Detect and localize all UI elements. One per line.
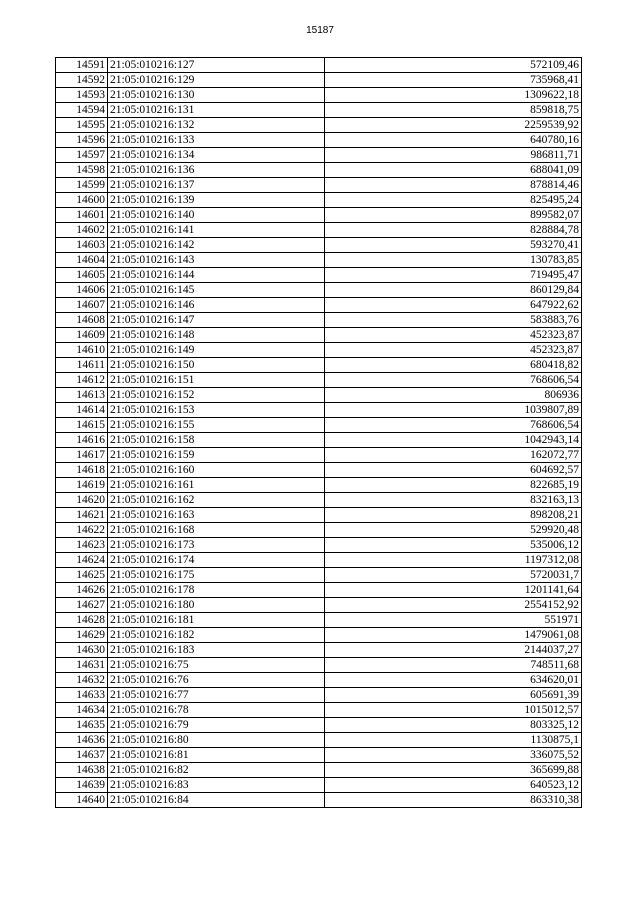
row-number-cell: 14605 [56,268,108,283]
row-number-cell: 14627 [56,598,108,613]
cadastral-number-cell: 21:05:010216:84 [108,793,325,808]
row-number-cell: 14623 [56,538,108,553]
row-number-cell: 14621 [56,508,108,523]
cadastral-value-cell: 768606,54 [325,418,582,433]
row-number-cell: 14631 [56,658,108,673]
row-number-cell: 14606 [56,283,108,298]
cadastral-number-cell: 21:05:010216:183 [108,643,325,658]
table-row [56,313,582,328]
table-row [56,478,582,493]
row-number-cell: 14636 [56,733,108,748]
cadastral-value-cell: 336075,52 [325,748,582,763]
table-row [56,73,582,88]
row-number-cell: 14625 [56,568,108,583]
cadastral-value-cell: 768606,54 [325,373,582,388]
row-number-cell: 14591 [56,58,108,73]
cadastral-number-cell: 21:05:010216:152 [108,388,325,403]
cadastral-value-cell: 1042943,14 [325,433,582,448]
cadastral-number-cell: 21:05:010216:158 [108,433,325,448]
row-number-cell: 14604 [56,253,108,268]
cadastral-number-cell: 21:05:010216:149 [108,343,325,358]
cadastral-value-cell: 719495,47 [325,268,582,283]
table-row [56,658,582,673]
cadastral-number-cell: 21:05:010216:82 [108,763,325,778]
cadastral-number-cell: 21:05:010216:148 [108,328,325,343]
row-number-cell: 14601 [56,208,108,223]
table-row [56,643,582,658]
cadastral-value-cell: 2259539,92 [325,118,582,133]
row-number-cell: 14593 [56,88,108,103]
cadastral-value-cell: 604692,57 [325,463,582,478]
table-row [56,328,582,343]
cadastral-value-cell: 572109,46 [325,58,582,73]
cadastral-value-cell: 1197312,08 [325,553,582,568]
table-row [56,733,582,748]
table-row [56,223,582,238]
cadastral-number-cell: 21:05:010216:137 [108,178,325,193]
table-row [56,493,582,508]
table-row [56,148,582,163]
table-row [56,418,582,433]
table-row [56,628,582,643]
table-row [56,238,582,253]
cadastral-value-cell: 365699,88 [325,763,582,778]
cadastral-value-cell: 898208,21 [325,508,582,523]
table-row [56,193,582,208]
row-number-cell: 14612 [56,373,108,388]
table-row [56,343,582,358]
cadastral-value-cell: 2554152,92 [325,598,582,613]
table-row [56,613,582,628]
cadastral-value-cell: 162072,77 [325,448,582,463]
table-body [56,58,582,808]
cadastral-number-cell: 21:05:010216:161 [108,478,325,493]
cadastral-number-cell: 21:05:010216:147 [108,313,325,328]
row-number-cell: 14614 [56,403,108,418]
row-number-cell: 14598 [56,163,108,178]
row-number-cell: 14634 [56,703,108,718]
table-row [56,718,582,733]
row-number-cell: 14632 [56,673,108,688]
table-row [56,448,582,463]
cadastral-number-cell: 21:05:010216:81 [108,748,325,763]
cadastral-value-cell: 535006,12 [325,538,582,553]
cadastral-number-cell: 21:05:010216:151 [108,373,325,388]
cadastral-number-cell: 21:05:010216:75 [108,658,325,673]
cadastral-number-cell: 21:05:010216:160 [108,463,325,478]
row-number-cell: 14613 [56,388,108,403]
row-number-cell: 14603 [56,238,108,253]
cadastral-value-cell: 1201141,64 [325,583,582,598]
cadastral-number-cell: 21:05:010216:162 [108,493,325,508]
row-number-cell: 14637 [56,748,108,763]
cadastral-value-cell: 640780,16 [325,133,582,148]
cadastral-number-cell: 21:05:010216:83 [108,778,325,793]
table-row [56,433,582,448]
cadastral-value-cell: 832163,13 [325,493,582,508]
row-number-cell: 14640 [56,793,108,808]
cadastral-number-cell: 21:05:010216:129 [108,73,325,88]
cadastral-number-cell: 21:05:010216:163 [108,508,325,523]
cadastral-number-cell: 21:05:010216:139 [108,193,325,208]
cadastral-number-cell: 21:05:010216:150 [108,358,325,373]
row-number-cell: 14633 [56,688,108,703]
cadastral-value-cell: 1130875,1 [325,733,582,748]
cadastral-value-cell: 825495,24 [325,193,582,208]
row-number-cell: 14611 [56,358,108,373]
cadastral-value-cell: 828884,78 [325,223,582,238]
cadastral-value-cell: 605691,39 [325,688,582,703]
cadastral-value-cell: 863310,38 [325,793,582,808]
table-row [56,163,582,178]
cadastral-number-cell: 21:05:010216:140 [108,208,325,223]
table-row [56,748,582,763]
cadastral-number-cell: 21:05:010216:80 [108,733,325,748]
table-row [56,133,582,148]
table-row [56,58,582,73]
cadastral-value-cell: 130783,85 [325,253,582,268]
cadastral-number-cell: 21:05:010216:180 [108,598,325,613]
table-row [56,403,582,418]
cadastral-value-cell: 899582,07 [325,208,582,223]
cadastral-number-cell: 21:05:010216:127 [108,58,325,73]
table-row [56,208,582,223]
table-row [56,568,582,583]
cadastral-number-cell: 21:05:010216:182 [108,628,325,643]
cadastral-number-cell: 21:05:010216:131 [108,103,325,118]
row-number-cell: 14609 [56,328,108,343]
cadastral-value-cell: 878814,46 [325,178,582,193]
cadastral-value-cell: 452323,87 [325,343,582,358]
table-row [56,763,582,778]
table-row [56,178,582,193]
row-number-cell: 14622 [56,523,108,538]
row-number-cell: 14596 [56,133,108,148]
table-row [56,358,582,373]
cadastral-number-cell: 21:05:010216:159 [108,448,325,463]
row-number-cell: 14610 [56,343,108,358]
cadastral-number-cell: 21:05:010216:78 [108,703,325,718]
row-number-cell: 14615 [56,418,108,433]
cadastral-value-cell: 735968,41 [325,73,582,88]
cadastral-number-cell: 21:05:010216:178 [108,583,325,598]
table-row [56,583,582,598]
row-number-cell: 14617 [56,448,108,463]
cadastral-value-cell: 640523,12 [325,778,582,793]
table-row [56,538,582,553]
cadastral-number-cell: 21:05:010216:76 [108,673,325,688]
cadastral-number-cell: 21:05:010216:132 [108,118,325,133]
row-number-cell: 14616 [56,433,108,448]
cadastral-value-cell: 860129,84 [325,283,582,298]
row-number-cell: 14595 [56,118,108,133]
cadastral-value-cell: 986811,71 [325,148,582,163]
table-row [56,778,582,793]
cadastral-value-cell: 647922,62 [325,298,582,313]
row-number-cell: 14608 [56,313,108,328]
cadastral-value-cell: 583883,76 [325,313,582,328]
cadastral-value-cell: 806936 [325,388,582,403]
cadastral-number-cell: 21:05:010216:175 [108,568,325,583]
cadastral-value-cell: 822685,19 [325,478,582,493]
cadastral-number-cell: 21:05:010216:145 [108,283,325,298]
table-row [56,373,582,388]
table-row [56,298,582,313]
cadastral-value-cell: 859818,75 [325,103,582,118]
table-row [56,103,582,118]
cadastral-value-cell: 593270,41 [325,238,582,253]
row-number-cell: 14619 [56,478,108,493]
cadastral-value-table [55,57,582,808]
table-row [56,268,582,283]
cadastral-number-cell: 21:05:010216:173 [108,538,325,553]
table-row [56,253,582,268]
table-row [56,463,582,478]
cadastral-number-cell: 21:05:010216:130 [108,88,325,103]
row-number-cell: 14600 [56,193,108,208]
cadastral-value-cell: 680418,82 [325,358,582,373]
table-row [56,523,582,538]
row-number-cell: 14620 [56,493,108,508]
row-number-cell: 14639 [56,778,108,793]
cadastral-value-cell: 748511,68 [325,658,582,673]
cadastral-number-cell: 21:05:010216:153 [108,403,325,418]
row-number-cell: 14597 [56,148,108,163]
table-row [56,688,582,703]
row-number-cell: 14618 [56,463,108,478]
table-row [56,508,582,523]
row-number-cell: 14594 [56,103,108,118]
cadastral-value-cell: 803325,12 [325,718,582,733]
row-number-cell: 14638 [56,763,108,778]
cadastral-number-cell: 21:05:010216:155 [108,418,325,433]
row-number-cell: 14624 [56,553,108,568]
cadastral-number-cell: 21:05:010216:144 [108,268,325,283]
row-number-cell: 14626 [56,583,108,598]
row-number-cell: 14628 [56,613,108,628]
table-row [56,673,582,688]
cadastral-number-cell: 21:05:010216:143 [108,253,325,268]
cadastral-value-cell: 634620,01 [325,673,582,688]
cadastral-value-cell: 1039807,89 [325,403,582,418]
cadastral-value-cell: 452323,87 [325,328,582,343]
table-row [56,118,582,133]
cadastral-number-cell: 21:05:010216:133 [108,133,325,148]
table-row [56,703,582,718]
table-row [56,88,582,103]
row-number-cell: 14599 [56,178,108,193]
table-row [56,553,582,568]
row-number-cell: 14630 [56,643,108,658]
cadastral-value-cell: 529920,48 [325,523,582,538]
cadastral-value-cell: 551971 [325,613,582,628]
table-row [56,283,582,298]
cadastral-number-cell: 21:05:010216:181 [108,613,325,628]
cadastral-value-cell: 688041,09 [325,163,582,178]
cadastral-value-cell: 1479061,08 [325,628,582,643]
table-row [56,388,582,403]
cadastral-value-cell: 1309622,18 [325,88,582,103]
row-number-cell: 14592 [56,73,108,88]
cadastral-value-cell: 5720031,7 [325,568,582,583]
cadastral-number-cell: 21:05:010216:142 [108,238,325,253]
cadastral-value-cell: 2144037,27 [325,643,582,658]
cadastral-number-cell: 21:05:010216:134 [108,148,325,163]
cadastral-number-cell: 21:05:010216:141 [108,223,325,238]
cadastral-number-cell: 21:05:010216:168 [108,523,325,538]
table-row [56,598,582,613]
cadastral-number-cell: 21:05:010216:146 [108,298,325,313]
cadastral-value-cell: 1015012,57 [325,703,582,718]
page-number: 15187 [306,25,334,36]
row-number-cell: 14635 [56,718,108,733]
row-number-cell: 14607 [56,298,108,313]
cadastral-number-cell: 21:05:010216:77 [108,688,325,703]
cadastral-number-cell: 21:05:010216:174 [108,553,325,568]
table-row [56,793,582,808]
cadastral-number-cell: 21:05:010216:79 [108,718,325,733]
row-number-cell: 14629 [56,628,108,643]
cadastral-number-cell: 21:05:010216:136 [108,163,325,178]
row-number-cell: 14602 [56,223,108,238]
